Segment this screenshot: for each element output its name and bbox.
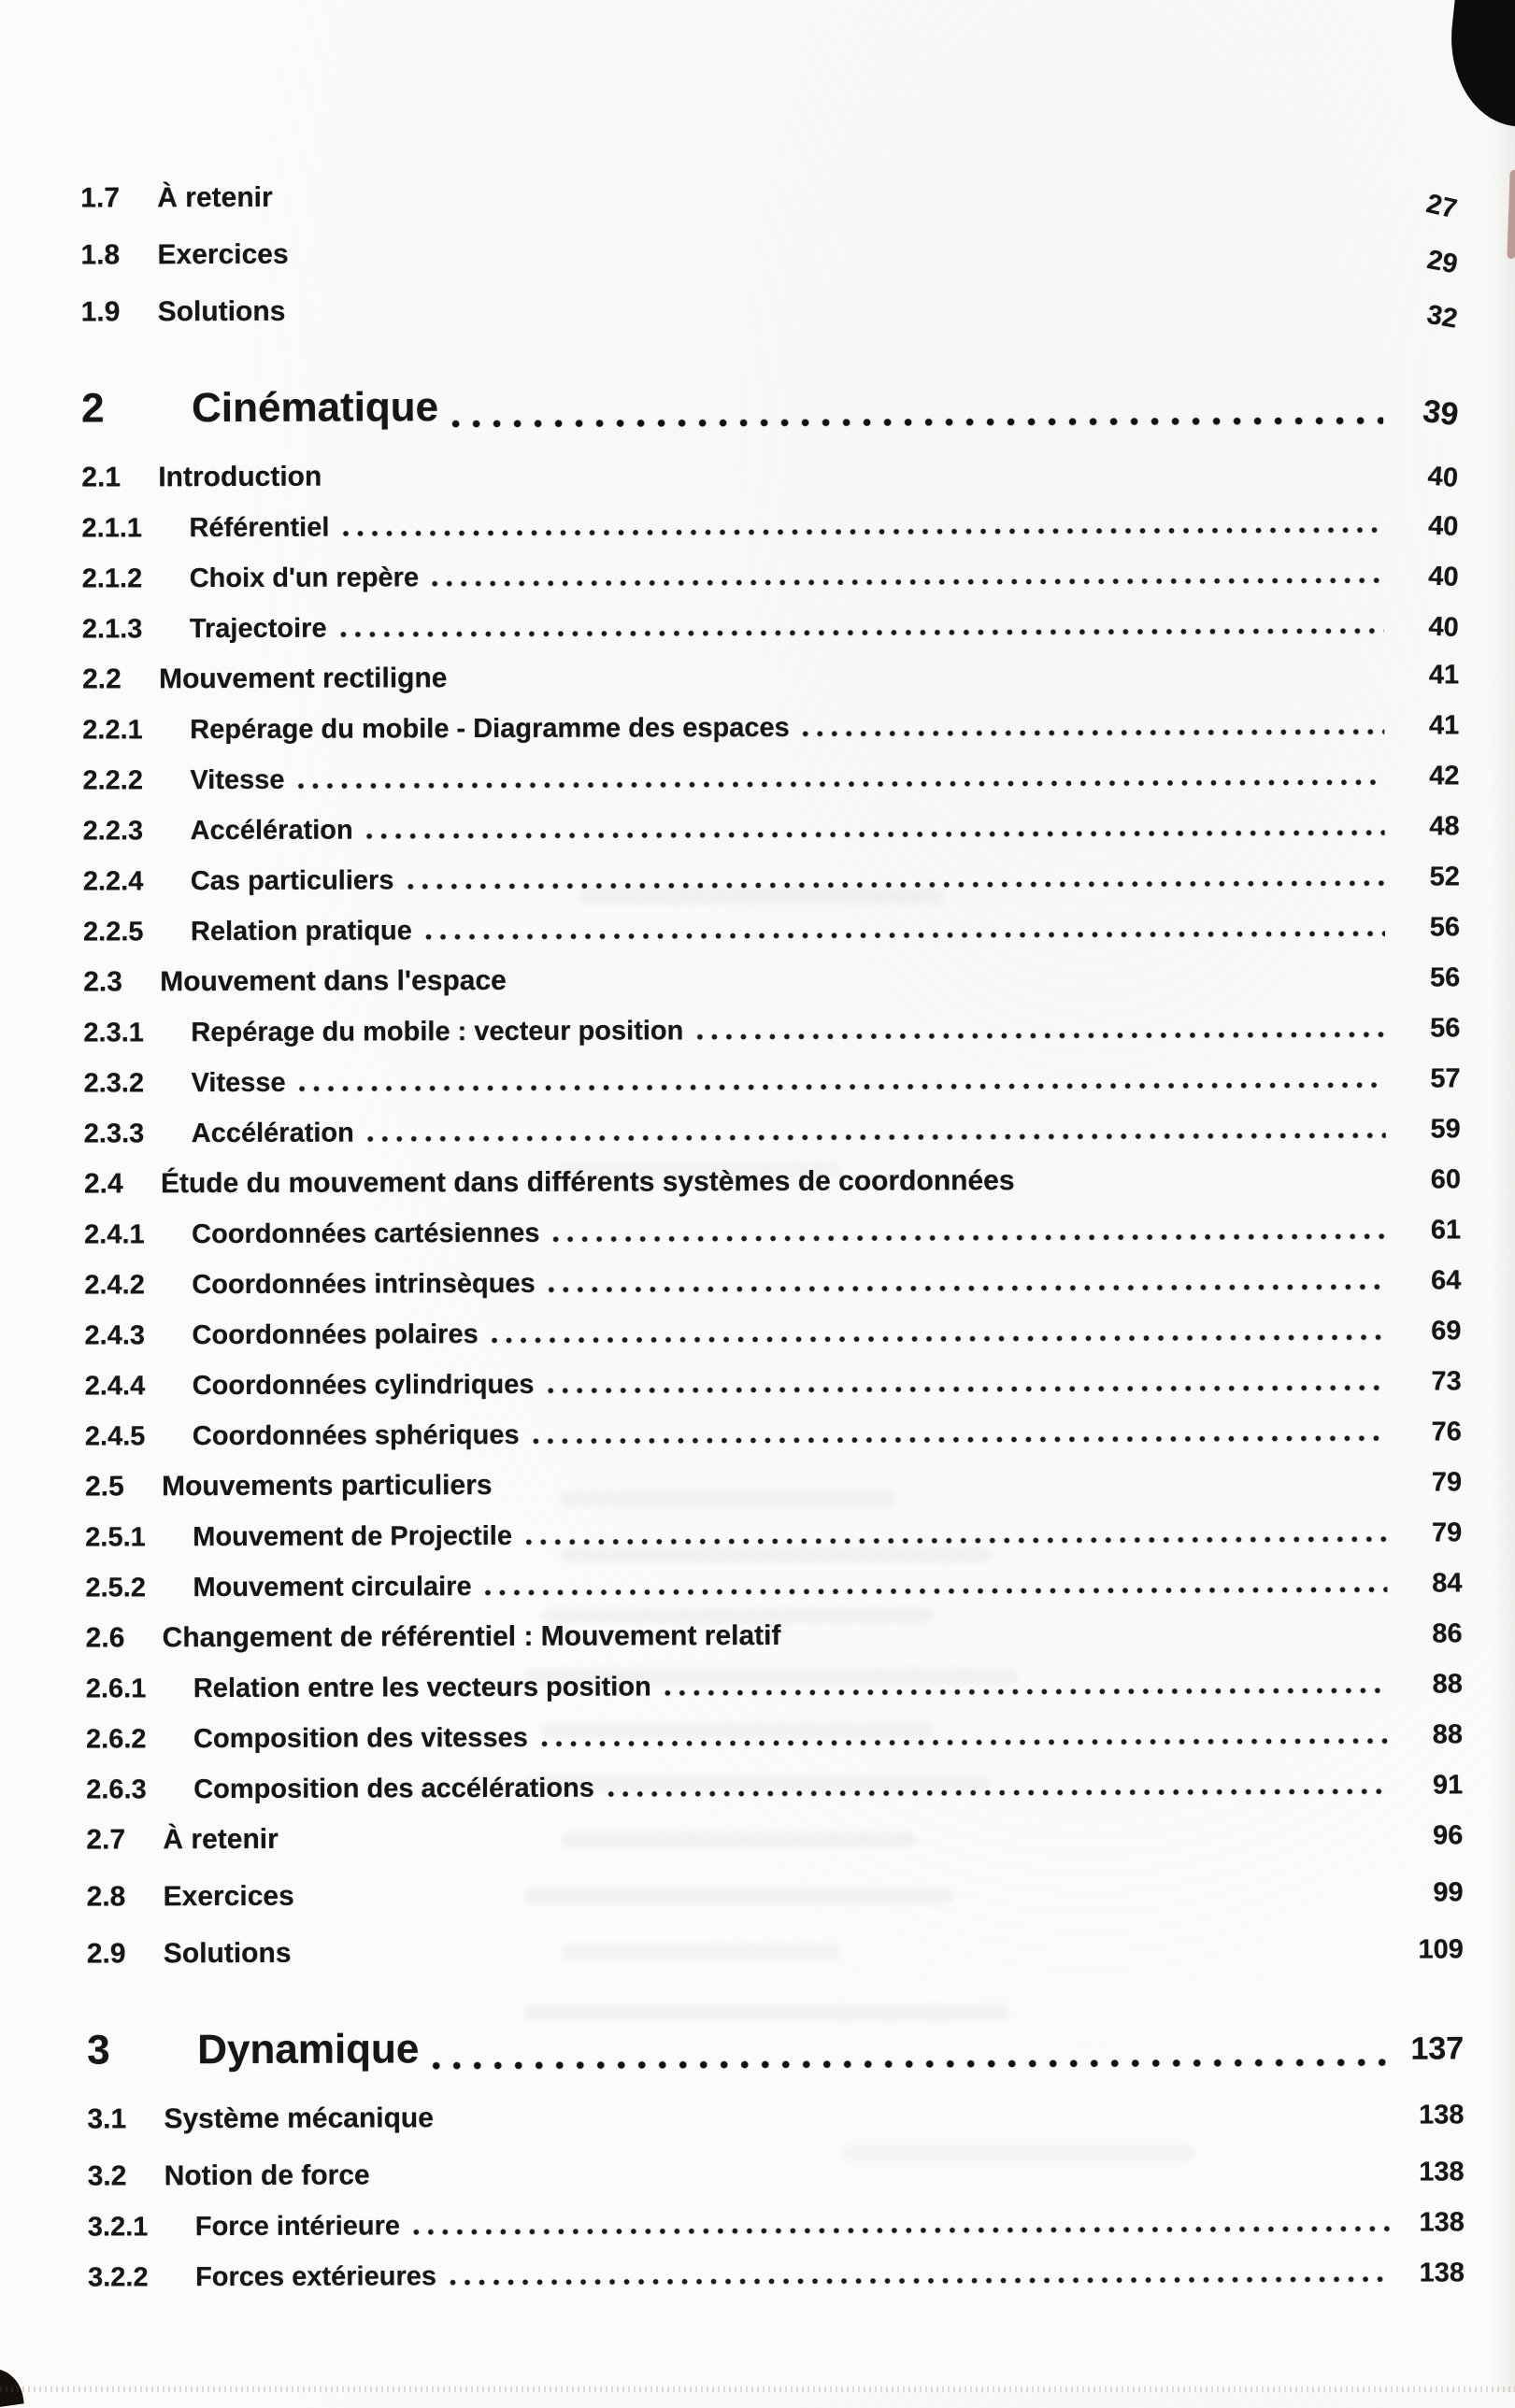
toc-entry <box>82 608 1459 645</box>
entry-title: Coordonnées cylindriques <box>192 1369 535 1402</box>
entry-title: Changement de référentiel : Mouvement relatif <box>162 1619 781 1654</box>
entry-number: 2.5 <box>85 1471 124 1503</box>
entry-title: À retenir <box>157 181 273 214</box>
page-number: 84 <box>1432 1568 1463 1599</box>
entry-number: 2.4.3 <box>84 1320 146 1351</box>
entry-number: 2.3.1 <box>83 1018 144 1048</box>
page-number: 88 <box>1432 1719 1464 1750</box>
entry-number: 2.1 <box>81 462 121 493</box>
dot-leader <box>541 1737 1388 1748</box>
dot-leader <box>506 1485 1388 1496</box>
entry-title: À retenir <box>163 1823 279 1856</box>
entry-number: 3.2.2 <box>87 2262 149 2293</box>
page-number: 40 <box>1426 461 1460 494</box>
entry-title: Trajectoire <box>189 613 327 645</box>
dot-leader <box>366 829 1385 841</box>
entry-number: 3 <box>87 2027 110 2073</box>
entry-title: Repérage du mobile - Diagramme des espaces <box>190 712 790 746</box>
toc-entry <box>81 457 1458 493</box>
entry-title: Force intérieure <box>194 2211 401 2243</box>
dot-leader <box>304 1952 1388 1964</box>
dot-leader <box>533 1434 1387 1446</box>
dot-leader <box>340 627 1384 639</box>
toc-entry <box>86 1819 1463 1856</box>
toc-entry <box>87 2099 1464 2135</box>
dot-leader <box>549 1283 1387 1294</box>
entry-number: 2.4.2 <box>84 1270 145 1301</box>
page-number: 138 <box>1419 2258 1465 2288</box>
dot-leader <box>432 577 1384 589</box>
page-number: 40 <box>1427 561 1460 593</box>
dot-leader <box>607 1788 1388 1799</box>
toc-entry <box>84 1062 1461 1099</box>
toc-entry <box>81 507 1458 544</box>
toc-entry <box>85 1365 1462 1402</box>
dot-leader <box>383 2174 1390 2187</box>
dot-leader <box>307 1895 1389 1907</box>
entry-title: Composition des accélérations <box>193 1773 594 1805</box>
entry-number: 3.1 <box>87 2103 127 2135</box>
page-number: 42 <box>1429 761 1460 791</box>
entry-number: 2.2.4 <box>82 866 144 897</box>
page-number: 56 <box>1429 962 1461 993</box>
toc-entry <box>82 659 1459 695</box>
entry-title: Coordonnées intrinsèques <box>192 1268 536 1301</box>
dot-leader <box>413 2225 1390 2237</box>
entry-number: 2.4.1 <box>84 1219 145 1250</box>
toc-entry <box>82 760 1459 796</box>
entry-title: Relation pratique <box>190 916 412 948</box>
toc-entry <box>82 709 1459 746</box>
entry-number: 2.9 <box>86 1938 126 1970</box>
toc-entry <box>87 2016 1464 2083</box>
dot-leader <box>696 1031 1385 1042</box>
page-number: 138 <box>1419 2207 1465 2238</box>
page-number: 32 <box>1424 299 1460 335</box>
entry-number: 2.1.1 <box>81 513 143 544</box>
entry-title: Mouvement de Projectile <box>193 1520 512 1553</box>
page-number: 52 <box>1429 862 1460 892</box>
toc-entry <box>85 1466 1462 1503</box>
page-number: 29 <box>1424 244 1461 280</box>
entry-number: 2.4 <box>83 1168 123 1200</box>
page-number: 69 <box>1431 1316 1462 1346</box>
entry-title: Mouvement rectiligne <box>159 663 448 695</box>
entry-number: 2.6.2 <box>85 1724 147 1755</box>
entry-number: 2.5.1 <box>85 1522 146 1553</box>
page-number: 39 <box>1421 393 1461 434</box>
dot-leader <box>292 1838 1389 1850</box>
entry-title: Mouvements particuliers <box>162 1469 493 1503</box>
entry-title: Choix d'un repère <box>189 563 420 594</box>
dot-leader <box>302 253 1383 265</box>
entry-title: Système mécanique <box>164 2102 434 2135</box>
page-number: 86 <box>1432 1618 1463 1649</box>
page-number: 27 <box>1423 189 1460 225</box>
toc-entry <box>84 1113 1461 1149</box>
dot-leader <box>407 879 1384 891</box>
page-number: 79 <box>1431 1467 1463 1498</box>
page-number: 79 <box>1431 1517 1463 1548</box>
toc-entry <box>80 235 1461 280</box>
entry-title: Solutions <box>157 295 286 328</box>
entry-title: Mouvement dans l'espace <box>160 964 507 998</box>
dot-leader <box>447 2117 1390 2130</box>
toc-entry <box>83 1012 1460 1048</box>
toc-entry <box>80 374 1461 441</box>
page-number: 76 <box>1431 1417 1462 1447</box>
dot-leader <box>367 1132 1386 1144</box>
page-number: 48 <box>1429 811 1460 842</box>
page-number: 91 <box>1432 1770 1464 1801</box>
dot-leader <box>793 1636 1387 1646</box>
toc-entry <box>87 1876 1464 1913</box>
toc-entry <box>83 810 1460 847</box>
page-number: 56 <box>1429 912 1461 943</box>
dot-leader <box>552 1232 1386 1244</box>
entry-title: Vitesse <box>191 1067 286 1099</box>
entry-number: 2.2 <box>82 663 121 695</box>
entry-number: 2.4.4 <box>84 1371 146 1402</box>
toc-entry <box>88 2156 1465 2192</box>
toc-entry <box>88 2206 1465 2243</box>
dot-leader <box>665 1687 1388 1698</box>
page-number: 96 <box>1433 1820 1464 1851</box>
entry-number: 2.7 <box>86 1824 126 1856</box>
entry-number: 2.3 <box>83 966 122 998</box>
entry-number: 2.2.3 <box>82 816 144 847</box>
entry-title: Coordonnées cartésiennes <box>192 1218 540 1250</box>
entry-number: 2.8 <box>86 1881 126 1913</box>
dot-leader <box>299 1081 1386 1093</box>
page-number: 138 <box>1418 2100 1465 2130</box>
toc-entry <box>84 1315 1461 1351</box>
entry-title: Vitesse <box>190 764 285 796</box>
entry-number: 3.2 <box>87 2160 127 2192</box>
entry-title: Solutions <box>163 1937 292 1970</box>
entry-title: Coordonnées sphériques <box>192 1419 520 1452</box>
dot-leader <box>485 1586 1388 1597</box>
toc-entry <box>82 558 1459 594</box>
entry-title: Forces extérieures <box>194 2261 437 2293</box>
page-number: 59 <box>1430 1114 1461 1145</box>
entry-title: Étude du mouvement dans différents systèmes de coordonnées <box>160 1165 1015 1200</box>
dot-leader <box>342 526 1383 538</box>
entry-number: 1.8 <box>80 239 121 271</box>
page-number: 138 <box>1419 2157 1465 2187</box>
entry-number: 2.1.3 <box>81 614 143 645</box>
entry-title: Composition des vitesses <box>193 1722 528 1755</box>
dot-leader <box>432 2058 1389 2072</box>
toc-entry <box>80 178 1460 225</box>
entry-title: Accélération <box>190 815 353 847</box>
toc-entry <box>85 1416 1462 1452</box>
dot-leader <box>492 1333 1387 1345</box>
page-number: 88 <box>1432 1669 1463 1700</box>
page-number: 99 <box>1433 1877 1464 1908</box>
entry-number: 2.3.2 <box>83 1068 145 1099</box>
page-number: 57 <box>1430 1063 1461 1094</box>
dot-leader <box>451 416 1383 429</box>
page-number: 137 <box>1410 2030 1465 2067</box>
dot-leader <box>450 2275 1390 2287</box>
entry-title: Introduction <box>158 461 322 493</box>
entry-title: Repérage du mobile : vecteur position <box>191 1016 684 1048</box>
toc-entry <box>86 1718 1463 1755</box>
entry-number: 2.2.2 <box>82 765 143 796</box>
entry-number: 2.6.3 <box>86 1774 147 1805</box>
entry-number: 2.6.1 <box>85 1674 147 1704</box>
page-number: 41 <box>1428 660 1460 691</box>
dot-leader <box>525 1535 1387 1546</box>
toc-entry <box>85 1517 1462 1553</box>
entry-number: 2.4.5 <box>84 1421 146 1452</box>
toc-entry <box>83 962 1460 998</box>
toc-entry <box>84 1264 1461 1301</box>
dot-leader <box>1028 1182 1386 1191</box>
entry-number: 1.9 <box>80 296 121 328</box>
page-number: 56 <box>1430 1013 1461 1044</box>
entry-number: 2 <box>80 385 105 432</box>
dot-leader <box>335 476 1383 488</box>
entry-number: 2.1.2 <box>81 563 143 594</box>
dot-leader <box>298 310 1382 322</box>
dot-leader <box>520 980 1385 991</box>
entry-number: 2.2.1 <box>82 715 143 746</box>
entry-number: 2.5.2 <box>85 1573 147 1603</box>
entry-title: Relation entre les vecteurs position <box>193 1672 651 1704</box>
page-number: 64 <box>1430 1265 1462 1296</box>
entry-title: Exercices <box>163 1880 294 1913</box>
toc-entry <box>86 1769 1463 1805</box>
entry-number: 2.3.3 <box>83 1119 145 1149</box>
page-number: 41 <box>1428 710 1460 741</box>
toc-entry <box>86 1668 1463 1704</box>
entry-title: Cinématique <box>191 384 439 432</box>
entry-title: Cas particuliers <box>190 865 394 897</box>
page-number: 40 <box>1427 510 1460 543</box>
toc-entry <box>87 1933 1464 1970</box>
dot-leader <box>548 1384 1387 1395</box>
dot-leader <box>803 728 1385 738</box>
entry-number: 1.7 <box>80 182 121 214</box>
entry-title: Dynamique <box>197 2026 420 2073</box>
page-number: 40 <box>1427 611 1460 644</box>
entry-title: Notion de force <box>164 2159 370 2192</box>
entry-title: Accélération <box>191 1118 354 1149</box>
entry-number: 2.6 <box>85 1622 125 1654</box>
toc-entry <box>84 1163 1461 1200</box>
entry-title: Mouvement circulaire <box>193 1572 472 1603</box>
toc-entry <box>85 1567 1462 1603</box>
page-number: 60 <box>1430 1164 1461 1195</box>
dot-leader <box>460 677 1384 689</box>
toc-entry <box>84 1214 1461 1250</box>
page-number: 61 <box>1430 1215 1462 1246</box>
toc-entry <box>83 861 1460 897</box>
toc-entry <box>86 1617 1463 1654</box>
dot-leader <box>425 930 1385 942</box>
page-number: 73 <box>1431 1366 1462 1397</box>
entry-number: 2.2.5 <box>82 917 144 948</box>
entry-title: Exercices <box>157 238 289 271</box>
entry-number: 3.2.1 <box>87 2212 149 2243</box>
entry-title: Référentiel <box>189 512 330 544</box>
toc-entry <box>88 2257 1465 2293</box>
dot-leader <box>286 196 1383 208</box>
entry-title: Coordonnées polaires <box>192 1319 479 1351</box>
dot-leader <box>297 778 1384 791</box>
toc-entry <box>80 292 1460 335</box>
toc-entry <box>83 911 1460 948</box>
toc-list <box>80 178 1465 2293</box>
page-number: 109 <box>1418 1934 1464 1965</box>
